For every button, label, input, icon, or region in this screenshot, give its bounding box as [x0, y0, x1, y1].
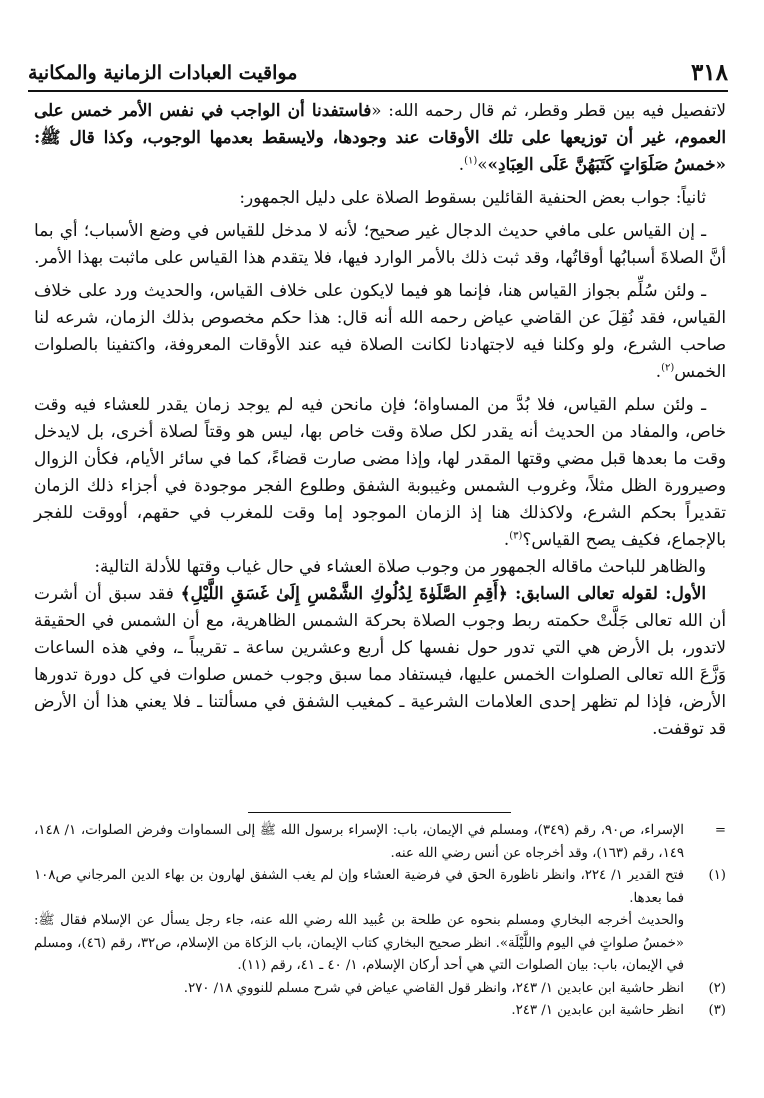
running-title: مواقيت العبادات الزمانية والمكانية	[28, 62, 298, 84]
page-number: ٣١٨	[690, 59, 728, 86]
paragraph-2: ثانياً: جواب بعض الحنفية القائلين بسقوط الصلاة على دليل الجمهور:	[239, 187, 706, 207]
paragraph-1: لاتفصيل فيه بين قطر وقطر، ثم قال رحمه الله: «فاستفدنا أن الواجب في نفس الأمر خمس على العموم، غير أن توزيعها على تلك الأوقات عند وجودها، ولايسقط بعدمها الوجوب، وكذا قال ﷺ: «خمسُ صَلَوَاتٍ كَتَبَهُنَّ عَلَى العِبَادِ»»$^{(١)}$.	[34, 100, 727, 174]
footnote-continued: = الإسراء، ص٩٠، رقم (٣٤٩)، ومسلم في الإيمان، باب: الإسراء برسول الله ﷺ إلى السماوات وفرض الصلوات، ١/ ١٤٨، ١٤٩، رقم (١٦٣)، وقد أخرجاه عن أنس رضي الله عنه.	[34, 820, 732, 865]
footnote-1: (١) فتح القدير ١/ ٢٢٤، وانظر ناظورة الحق في فرضية العشاء وإن لم يغب الشفق لهارون بن بهاء الدين المرجاني ص١٠٨ فما بعدها. والحديث أخرجه البخاري ومسلم بنحوه عن طلحة بن عُبيد الله رضي الله عنه، جاء رجل يسأل عن الإسلام فقال ﷺ: «خمسُ صلواتٍ في اليوم واللَّيْلَة». انظر صحيح البخاري كتاب الإيمان، باب الزكاة من الإسلام، ص٣٢، رقم (٤٦)، ومسلم في الإيمان، باب: بيان الصلوات التي هي أحد أركان الإسلام، ١/ ٤٠ ـ ٤١، رقم (١١).	[34, 865, 732, 978]
footnote-marker: (٢)	[708, 980, 726, 996]
paragraph-4: ـ ولئن سُلِّم بجواز القياس هنا، فإنما هو فيما لايكون على خلاف القياس، والحديث ورد على خلاف القياس، فقد نُقِلَ عن القاضي عياض رحمه الله أنه قال: هذا حكم مخصوص بذلك الزمان، شرعه لنا صاحب الشرع، ولو وكلنا فيه لاجتهادنا لكانت الصلاة فيه عند الأوقات المعروفة، واكتفينا بالصلوات الخمس$^{(٢)}$.	[34, 280, 726, 381]
quran-verse: الأول: لقوله تعالى السابق: ﴿أَقِمِ الصَّلَوٰةَ لِدُلُوكِ الشَّمْسِ إِلَىٰ غَسَقِ اللَّيْلِ﴾	[180, 583, 706, 603]
footnote-2: (٢) انظر حاشية ابن عابدين ١/ ٢٤٣، وانظر قول القاضي عياض في شرح مسلم للنووي ١٨/ ٢٧٠.	[34, 978, 732, 1001]
footnote-ref: (١)	[464, 155, 478, 167]
quoted-passage: فاستفدنا أن الواجب في نفس الأمر خمس على العموم، غير أن توزيعها على تلك الأوقات عند وجودها، ولايسقط بعدمها الوجوب، وكذا قال ﷺ: «خمسُ صَلَوَاتٍ كَتَبَهُنَّ عَلَى العِبَادِ»	[34, 100, 727, 174]
paragraph-3: ـ إن القياس على مافي حديث الدجال غير صحيح؛ لأنه لا مدخل للقياس في وضع الأسباب؛ أي بما أنَّ الصلاةَ أسبابُها أوقاتُها، وقد ثبت ذلك بالأمر الوارد فيها، فلا يتقدم هذا القياس على ماثبت بهذا الأمر.	[34, 220, 726, 267]
paragraph-5: ـ ولئن سلم القياس، فلا بُدَّ من المساواة؛ فإن مانحن فيه لم يوجد زمان يقدر للعشاء فيه وقت خاص، والمفاد من الحديث أنه يقدر لكل صلاة وقت خاص بها، ليس هو وقتاً لصلاة أخرى، بل لايدخل وقت ما بعدها قبل مضي وقتها المقدر لها، وإذا مضى صارت قضاءً، كما في سائر الأيام، فكأن الزوال وصيرورة الظل مثلاً، وغروب الشمس وغيبوبة الشفق وطلوع الفجر موجودة في أجزاء ذلك الزمان تقديراً بحكم الشرع، ولاكذلك هنا إذ الزمان الموجود إما وقت للمغرب في حقهم، أووقت للفجر بالإجماع، فكيف يصح القياس؟$^{(٣)}$.	[34, 394, 726, 549]
footnote-ref: (٣)	[509, 530, 523, 542]
paragraph-6: والظاهر للباحث ماقاله الجمهور من وجوب صلاة العشاء في حال غياب وقتها للأدلة التالية:	[94, 556, 706, 576]
page-header	[28, 54, 728, 92]
main-text	[34, 97, 726, 742]
footnotes	[34, 820, 732, 1023]
footnote-3: (٣) انظر حاشية ابن عابدين ١/ ٢٤٣.	[34, 1000, 732, 1023]
footnote-separator	[248, 812, 511, 813]
footnote-marker: (٣)	[708, 1003, 726, 1018]
footnote-marker: (١)	[708, 868, 726, 883]
paragraph-7: الأول: لقوله تعالى السابق: ﴿أَقِمِ الصَّلَوٰةَ لِدُلُوكِ الشَّمْسِ إِلَىٰ غَسَقِ اللَّيْلِ﴾ فقد سبق أن أشرت أن الله تعالى جَلَّتْ حكمته ربط وجوب الصلاة بحركة الشمس الظاهرية، مع أن الشمس في الحقيقة لاتدور، بل الأرض هي التي تدور حول نفسها كل أربع وعشرين ساعة ـ تقريباً ـ، وفي هذه الساعات وَزَّعَ الله تعالى الصلوات الخمس عليها، فيستفاد مما سبق وجوب خمس صلوات في كل دورة تدورها الأرض، فإذا لم تظهر إحدى العلامات الشرعية ـ كمغيب الشفق في مسألتنا ـ فلا يعني هذا أن الأرض قد توقفت.	[34, 583, 726, 738]
footnote-marker: =	[714, 823, 726, 838]
footnote-ref: (٢)	[661, 362, 675, 374]
